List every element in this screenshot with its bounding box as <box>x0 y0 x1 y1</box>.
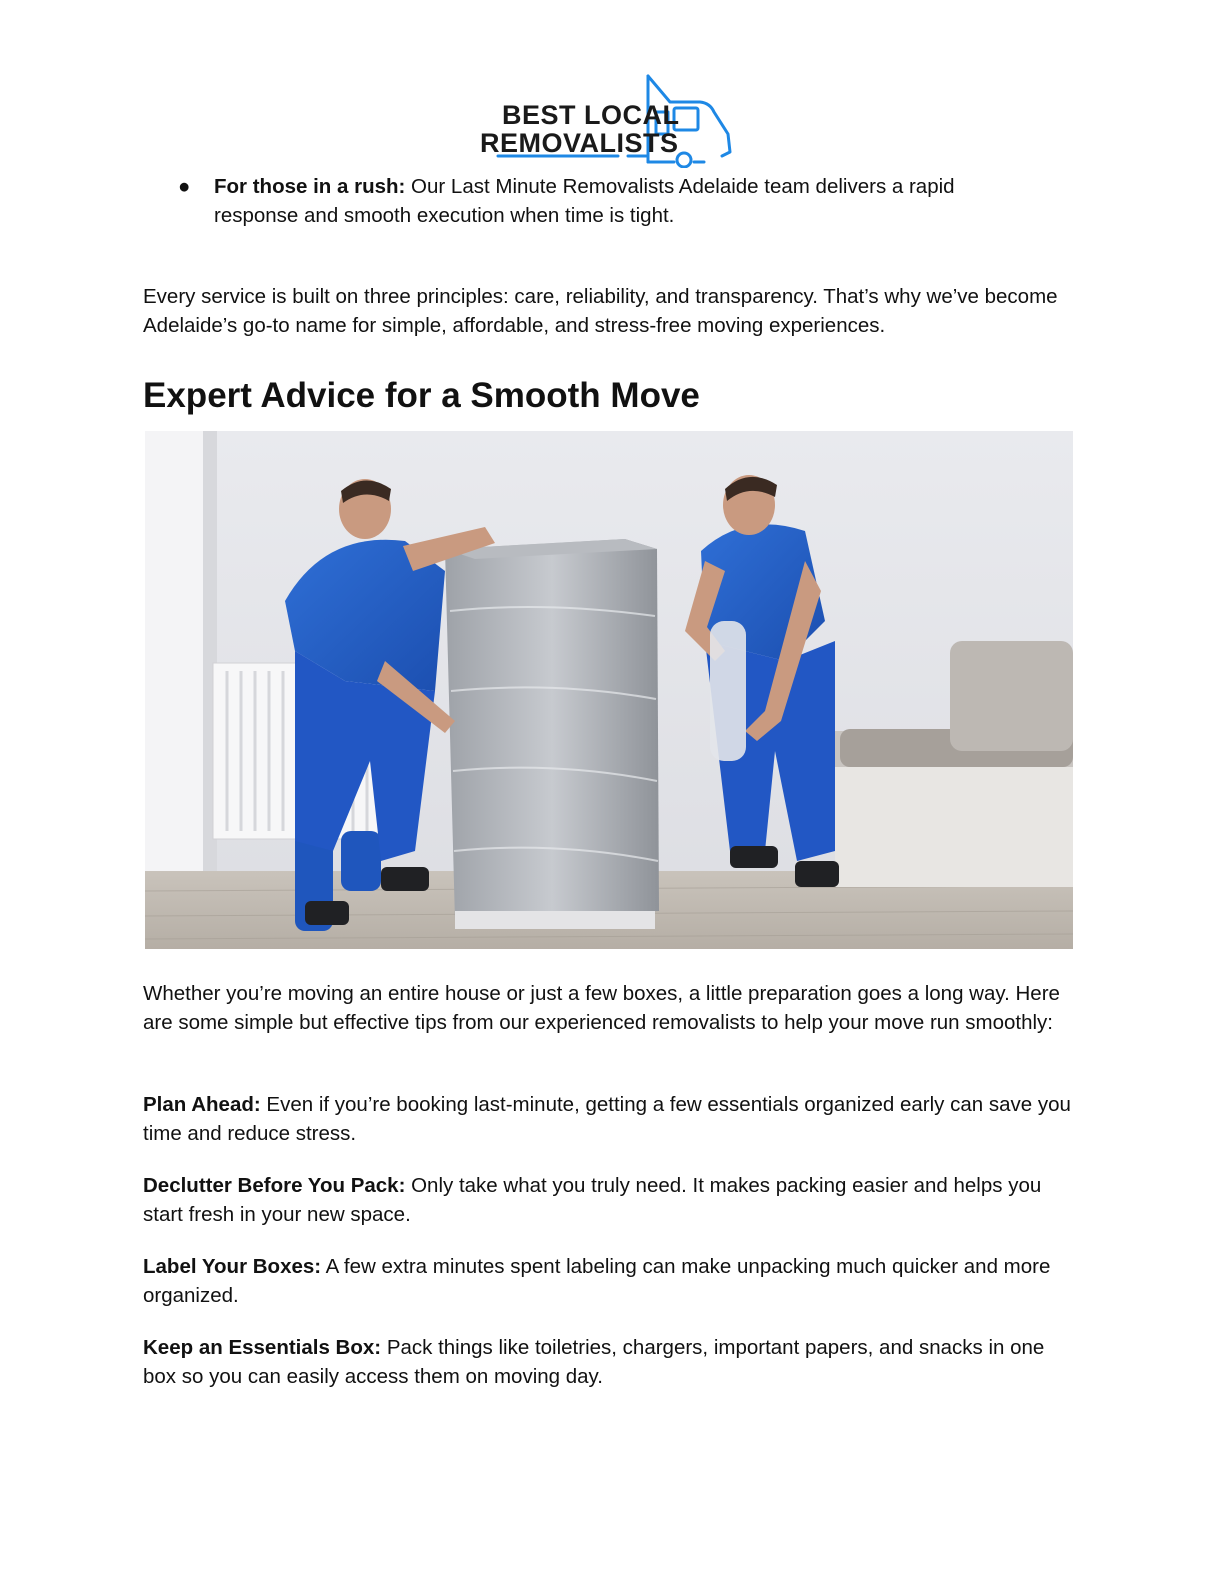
tip-text: Pack things like toiletries, chargers, important papers, and snacks in one box so you can easily access them on moving day. <box>143 1336 1045 1388</box>
intro-paragraph: Every service is built on three principles: care, reliability, and transparency. That’s why we’ve become Adelaide’s go-to name for simple, affordable, and stress-free moving experiences. <box>143 285 1058 337</box>
logo-line1: BEST LOCAL <box>502 100 680 130</box>
bullet-lead: For those in a rush: <box>214 175 406 198</box>
tip-text: Only take what you truly need. It makes packing easier and helps you start fresh in your new space. <box>143 1174 1042 1226</box>
bullet-text: Our Last Minute Removalists Adelaide team delivers a rapid response and smooth execution when time is tight. <box>214 175 955 227</box>
advice-intro: Whether you’re moving an entire house or just a few boxes, a little preparation goes a long way. Here are some simple but effective tips from our experienced removalists to help your move run smoothly: <box>143 982 1060 1034</box>
logo-line2: REMOVALISTS <box>480 128 679 158</box>
rush-bullet <box>178 172 1038 230</box>
tip-label-boxes <box>143 1252 1073 1310</box>
bullet-dot: ● <box>178 175 191 198</box>
tip-text: A few extra minutes spent labeling can make unpacking much quicker and more organized. <box>143 1255 1051 1307</box>
tip-essentials-box <box>143 1333 1073 1391</box>
tip-lead: Plan Ahead: <box>143 1093 261 1116</box>
tip-lead: Declutter Before You Pack: <box>143 1174 406 1197</box>
tip-plan-ahead <box>143 1090 1073 1148</box>
two-movers-wrapping-cabinet-photo <box>145 431 1073 949</box>
section-heading: Expert Advice for a Smooth Move <box>143 376 700 415</box>
tip-text: Even if you’re booking last-minute, getting a few essentials organized early can save you time and reduce stress. <box>143 1093 1071 1145</box>
brand-logo <box>478 72 736 168</box>
tip-declutter <box>143 1171 1073 1229</box>
tip-lead: Keep an Essentials Box: <box>143 1336 382 1359</box>
tip-lead: Label Your Boxes: <box>143 1255 322 1278</box>
